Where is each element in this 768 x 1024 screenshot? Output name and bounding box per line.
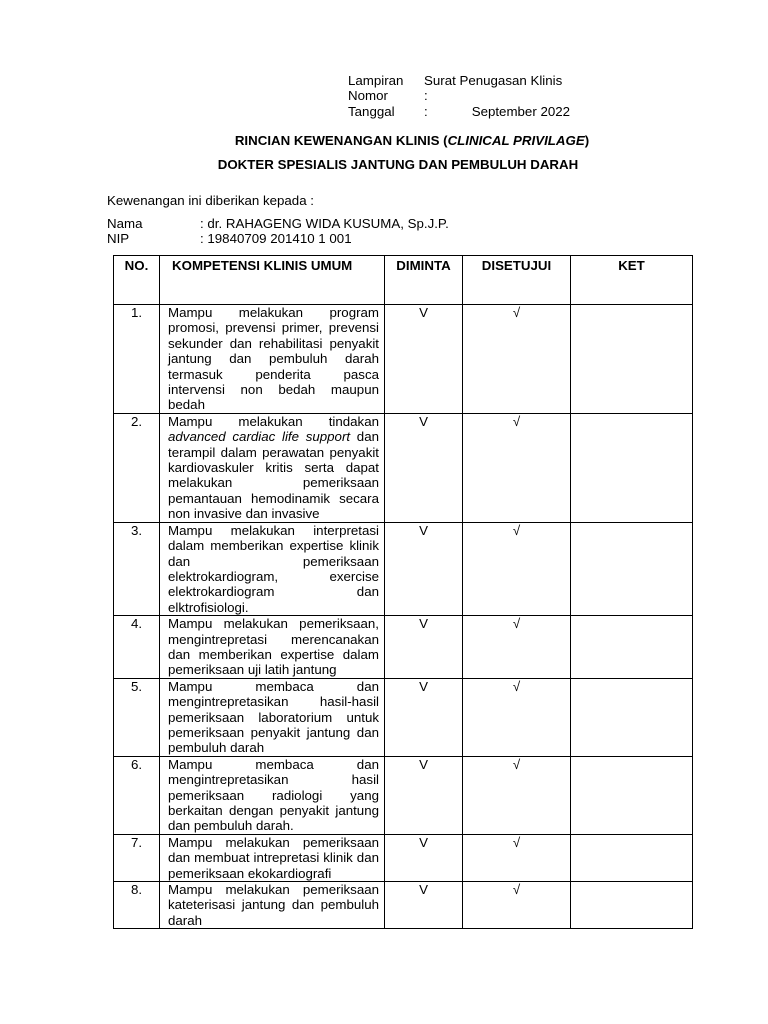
- competency-table: [113, 255, 693, 929]
- disetujui-mark: √: [463, 834, 571, 881]
- lampiran-value: Surat Penugasan Klinis: [424, 73, 563, 88]
- diminta-mark: V: [385, 616, 463, 679]
- tanggal-field: [424, 104, 644, 119]
- competency-description: [160, 882, 385, 929]
- ket-cell: [571, 834, 693, 881]
- diminta-mark: V: [385, 834, 463, 881]
- table-row: [114, 522, 693, 615]
- table-row: [114, 882, 693, 929]
- disetujui-mark: √: [463, 616, 571, 679]
- disetujui-mark: √: [463, 413, 571, 522]
- description-pre: Mampu melakukan program promosi, prevensi primer, prevensi sekunder dan rehabilitasi penyakit jantung dan pembuluh darah termasuk penderita pasca intervensi non bedah maupun bedah: [168, 305, 379, 413]
- description-italic: advanced cardiac life support: [168, 429, 351, 445]
- header-no: NO.: [114, 256, 160, 305]
- competency-description: [160, 413, 385, 522]
- table-row: [114, 413, 693, 522]
- nama-value: : dr. RAHAGENG WIDA KUSUMA, Sp.J.P.: [200, 216, 449, 231]
- document-title: [28, 133, 768, 148]
- intro-text: Kewenangan ini diberikan kepada :: [107, 193, 314, 208]
- document-subtitle: DOKTER SPESIALIS JANTUNG DAN PEMBULUH DARAH: [217, 157, 579, 172]
- ket-cell: [571, 305, 693, 414]
- nip-value: : 19840709 201410 1 001: [200, 231, 352, 247]
- competency-description: [160, 834, 385, 881]
- competency-description: [160, 678, 385, 756]
- row-number: 2.: [114, 413, 160, 522]
- disetujui-mark: √: [463, 882, 571, 929]
- diminta-mark: V: [385, 522, 463, 615]
- row-number: 4.: [114, 616, 160, 679]
- disetujui-mark: √: [463, 678, 571, 756]
- competency-description: [160, 756, 385, 834]
- description-pre: Mampu melakukan pemeriksaan kateterisasi jantung dan pembuluh darah: [168, 882, 379, 928]
- row-number: 3.: [114, 522, 160, 615]
- header-disetujui: DISETUJUI: [463, 256, 571, 305]
- description-pre: Mampu melakukan pemeriksaan dan membuat intrepretasi klinik dan pemeriksaan ekokardiografi: [168, 834, 379, 881]
- table-row: [114, 678, 693, 756]
- table-header-row: [114, 256, 693, 305]
- header-diminta: DIMINTA: [385, 256, 463, 305]
- table-row: [114, 756, 693, 834]
- description-pre: Mampu melakukan pemeriksaan, mengintrepretasi merencanakan dan memberikan expertise dalam pemeriksaan uji latih jantung: [168, 616, 379, 678]
- ket-cell: [571, 882, 693, 929]
- ket-cell: [571, 678, 693, 756]
- table-row: [114, 834, 693, 881]
- description-pre: Mampu melakukan interpretasi dalam memberikan expertise klinik dan pemeriksaan elektrokardiogram, exercise elektrokardiogram dan elktrofisiologi.: [168, 522, 379, 615]
- tanggal-colon: :: [424, 103, 428, 119]
- ket-cell: [571, 756, 693, 834]
- title-suffix: ): [584, 133, 590, 148]
- description-pre: Mampu melakukan tindakan: [168, 413, 379, 429]
- tanggal-value: September 2022: [471, 103, 571, 119]
- table-row: [114, 616, 693, 679]
- header-kompetensi: KOMPETENSI KLINIS UMUM: [160, 256, 385, 305]
- disetujui-mark: √: [463, 305, 571, 414]
- disetujui-mark: √: [463, 522, 571, 615]
- ket-cell: [571, 616, 693, 679]
- description-post: dan terampil dalam perawatan penyakit kardiovaskuler kritis serta dapat melakukan pemeriksaan pemantauan hemodinamik secara non invasive dan invasive: [168, 429, 379, 522]
- tanggal-label: Tanggal: [348, 103, 395, 119]
- table-row: [114, 305, 693, 414]
- title-prefix: RINCIAN KEWENANGAN KLINIS (: [234, 133, 448, 148]
- lampiran-block: [348, 73, 644, 119]
- nama-label: Nama: [107, 216, 143, 231]
- disetujui-mark: √: [463, 756, 571, 834]
- diminta-mark: V: [385, 305, 463, 414]
- row-number: 7.: [114, 834, 160, 881]
- ket-cell: [571, 413, 693, 522]
- identity-block: [107, 216, 520, 247]
- ket-cell: [571, 522, 693, 615]
- diminta-mark: V: [385, 413, 463, 522]
- diminta-mark: V: [385, 678, 463, 756]
- nomor-value: :: [424, 88, 428, 104]
- title-italic: CLINICAL PRIVILAGE: [447, 133, 585, 148]
- diminta-mark: V: [385, 756, 463, 834]
- description-pre: Mampu membaca dan mengintrepretasikan hasil pemeriksaan radiologi yang berkaitan dengan penyakit jantung dan pembuluh darah.: [168, 756, 379, 834]
- row-number: 1.: [114, 305, 160, 414]
- competency-description: [160, 522, 385, 615]
- description-pre: Mampu membaca dan mengintrepretasikan hasil-hasil pemeriksaan laboratorium untuk pemeriksaan penyakit jantung dan pembuluh darah: [168, 678, 379, 756]
- header-ket: KET: [571, 256, 693, 305]
- competency-description: [160, 616, 385, 679]
- competency-description: [160, 305, 385, 414]
- row-number: 6.: [114, 756, 160, 834]
- diminta-mark: V: [385, 882, 463, 929]
- lampiran-label: Lampiran: [348, 73, 404, 88]
- row-number: 5.: [114, 678, 160, 756]
- nip-label: NIP: [107, 231, 130, 247]
- row-number: 8.: [114, 882, 160, 929]
- nomor-label: Nomor: [348, 88, 388, 104]
